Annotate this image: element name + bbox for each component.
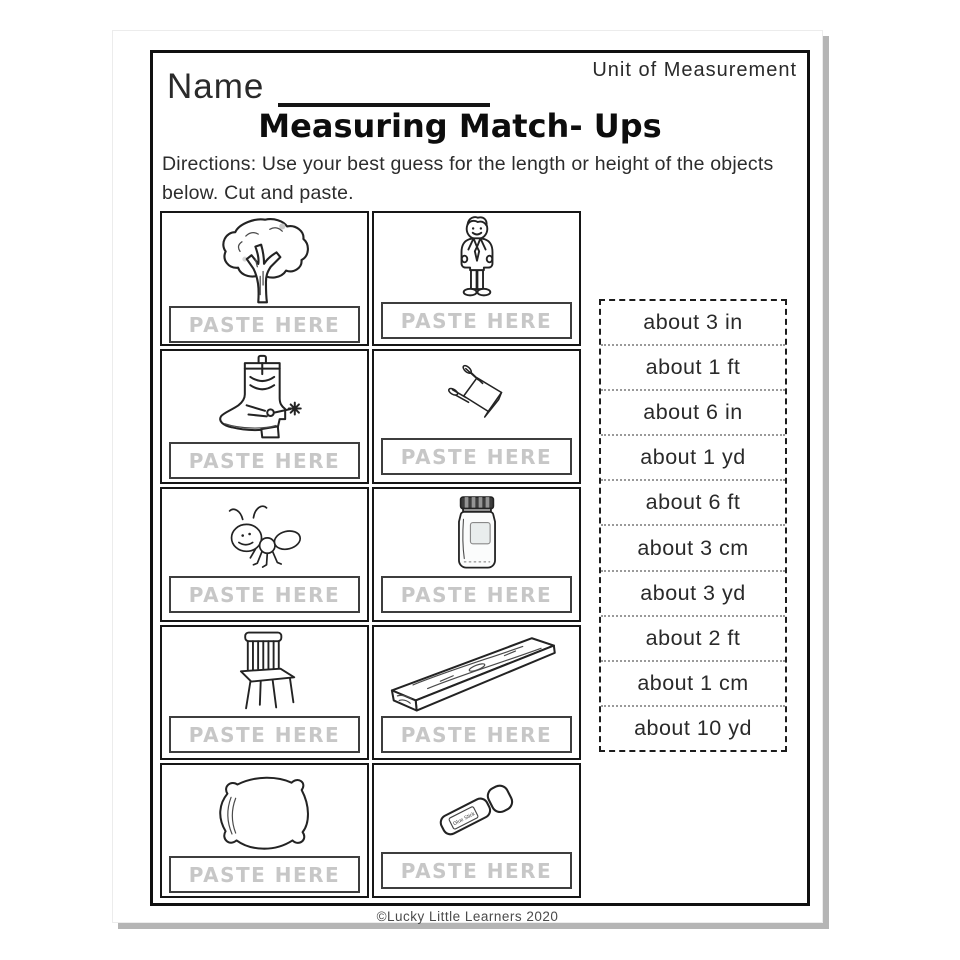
- paste-here-box: [169, 576, 360, 613]
- answer-strip: [601, 662, 785, 707]
- chair-icon: [222, 630, 308, 716]
- ant-icon: [215, 497, 315, 571]
- answer-strip-label: about 6 in: [643, 400, 743, 425]
- grid-cell-pillow: [160, 763, 369, 898]
- paste-here-box: [169, 306, 360, 343]
- answer-strip: [601, 481, 785, 526]
- paste-here-box: [381, 438, 572, 475]
- cowboy-boot-icon: [213, 354, 317, 442]
- answer-strip: [601, 526, 785, 571]
- tree-icon: [217, 216, 313, 306]
- paste-here-label: PASTE HERE: [400, 444, 553, 469]
- grid-cell-chair: [160, 625, 369, 760]
- paste-here-label: PASTE HERE: [188, 312, 341, 337]
- name-row: [167, 67, 490, 107]
- items-grid: [160, 211, 581, 898]
- footer-credit: ©Lucky Little Learners 2020: [376, 909, 559, 924]
- grid-cell-ant: [160, 487, 369, 622]
- directions-line-2: below. Cut and paste.: [162, 182, 354, 204]
- directions-line-1: Directions: Use your best guess for the length or height of the objects: [162, 153, 774, 175]
- answer-strip-label: about 2 ft: [645, 625, 741, 650]
- paste-here-box: [169, 716, 360, 753]
- answer-strip-label: about 6 ft: [645, 490, 741, 515]
- worksheet-title: Measuring Match- Ups: [258, 107, 662, 145]
- paste-here-label: PASTE HERE: [400, 582, 553, 607]
- binder-clip-icon: [442, 363, 512, 429]
- name-label: Name: [167, 67, 265, 106]
- glue-stick-icon: [425, 770, 529, 850]
- answer-strip: [601, 391, 785, 436]
- answer-strip: [601, 707, 785, 750]
- worksheet-frame: [150, 50, 810, 906]
- answer-strip: [601, 436, 785, 481]
- grid-cell-glue-stick: [372, 763, 581, 898]
- boy-icon: [446, 216, 508, 302]
- grid-cell-tree: [160, 211, 369, 346]
- unit-of-measurement-label: Unit of Measurement: [592, 59, 797, 81]
- answer-strip-label: about 1 ft: [645, 355, 741, 380]
- answer-strip-label: about 3 in: [643, 310, 743, 335]
- glue-stick-label: Glue Stick: [451, 811, 476, 828]
- answer-strip-label: about 3 cm: [637, 535, 749, 560]
- paste-here-box: [169, 856, 360, 893]
- paste-here-box: [381, 302, 572, 339]
- paste-here-label: PASTE HERE: [400, 858, 553, 883]
- wood-plank-icon: [384, 630, 570, 716]
- paste-here-label: PASTE HERE: [188, 448, 341, 473]
- grid-cell-boy: [372, 211, 581, 346]
- answer-strip-label: about 1 cm: [637, 670, 749, 695]
- grid-cell-plank: [372, 625, 581, 760]
- paste-here-box: [381, 852, 572, 889]
- name-blank-line: [278, 71, 490, 107]
- paste-here-label: PASTE HERE: [400, 308, 553, 333]
- grid-cell-jar: [372, 487, 581, 622]
- grid-cell-binder-clip: [372, 349, 581, 484]
- paste-here-label: PASTE HERE: [188, 862, 341, 887]
- paste-here-label: PASTE HERE: [400, 722, 553, 747]
- paste-here-box: [169, 442, 360, 479]
- paste-here-box: [381, 716, 572, 753]
- answer-strips: [599, 299, 787, 752]
- answer-strip-label: about 3 yd: [640, 580, 746, 605]
- paste-here-label: PASTE HERE: [188, 722, 341, 747]
- answer-strip: [601, 301, 785, 346]
- answer-strip: [601, 617, 785, 662]
- directions-text: [162, 150, 773, 208]
- answer-strip-label: about 1 yd: [640, 445, 746, 470]
- paste-here-box: [381, 576, 572, 613]
- answer-strip-label: about 10 yd: [634, 715, 752, 740]
- answer-strip: [601, 572, 785, 617]
- answer-strip: [601, 346, 785, 391]
- pillow-icon: [200, 768, 330, 856]
- jar-icon: [444, 493, 510, 575]
- worksheet-paper: [112, 30, 823, 923]
- paste-here-label: PASTE HERE: [188, 582, 341, 607]
- grid-cell-boot: [160, 349, 369, 484]
